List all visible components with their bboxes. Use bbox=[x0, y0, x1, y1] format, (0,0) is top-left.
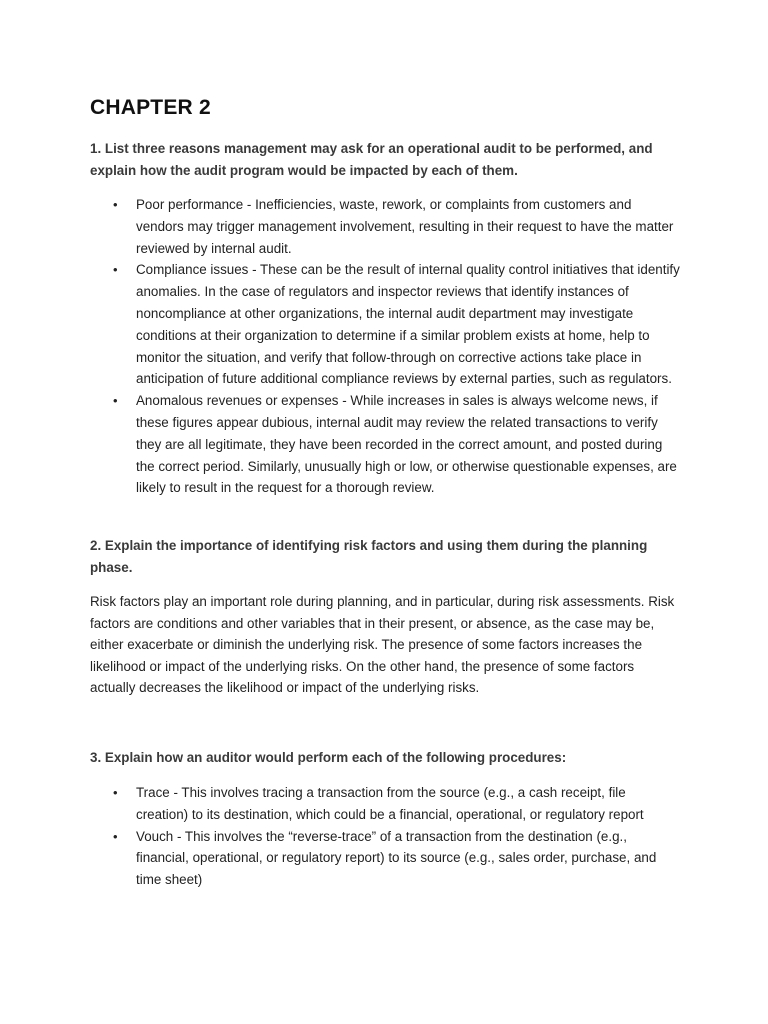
question-1: 1. List three reasons management may ask for an operational audit to be performed, and explain how the audit program would be impacted by each of them. bbox=[90, 141, 653, 178]
list-item-text: Anomalous revenues or expenses - While increases in sales is always welcome news, if these figures appear dubious, internal audit may review the related transactions to verify they are all legitimate, they have been recorded in the correct amount, and posted during the correct period. Similarly, unusually high or low, or otherwise questionable expenses, are likely to result in the request for a thorough review. bbox=[136, 393, 677, 496]
question-2: 2. Explain the importance of identifying risk factors and using them during the planning phase. bbox=[90, 538, 648, 575]
question-3: 3. Explain how an auditor would perform each of the following procedures: bbox=[90, 750, 567, 765]
list-item-text: Compliance issues - These can be the result of internal quality control initiatives that identify anomalies. In the case of regulators and inspector reviews that identify instances of noncompliance at other organizations, the internal audit department may investigate conditions at their organization to determine if a similar problem exists at home, help to monitor the situation, and verify that follow-through on corrective actions take place in anticipation of future additional compliance reviews by external parties, such as regulators. bbox=[136, 262, 680, 387]
list-item-text: Trace - This involves tracing a transaction from the source (e.g., a cash receipt, file creation) to its destination, which could be a financial, operational, or regulatory report bbox=[136, 785, 644, 822]
bullet-icon: • bbox=[113, 262, 118, 278]
list-item bbox=[90, 782, 680, 826]
bullet-icon: • bbox=[113, 393, 118, 409]
list-item bbox=[90, 259, 680, 390]
bullet-icon: • bbox=[113, 785, 118, 800]
question-3-answer-list bbox=[90, 782, 680, 891]
bullet-icon: • bbox=[113, 197, 118, 212]
bullet-icon: • bbox=[113, 828, 118, 844]
question-1-answer-list bbox=[90, 194, 680, 499]
list-item-text: Vouch - This involves the “reverse-trace” of a transaction from the destination (e.g., financial, operational, or regulatory report) to its source (e.g., sales order, purchase, and time sheet) bbox=[136, 828, 657, 888]
list-item bbox=[90, 194, 680, 259]
list-item bbox=[90, 826, 680, 891]
list-item bbox=[90, 390, 680, 499]
list-item-text: Poor performance - Inefficiencies, waste, rework, or complaints from customers and vendors may trigger management involvement, resulting in their request to have the matter reviewed by internal audit. bbox=[136, 197, 674, 256]
chapter-title: CHAPTER 2 bbox=[90, 96, 211, 119]
question-2-answer: Risk factors play an important role during planning, and in particular, during risk assessments. Risk factors are conditions and other variables that in their present, or absence, as the case may be, either exacerbate or diminish the underlying risk. The presence of some factors increases the likelihood or impact of the underlying risks. On the other hand, the presence of some factors actually decreases the likelihood or impact of the underlying risks. bbox=[90, 594, 675, 696]
